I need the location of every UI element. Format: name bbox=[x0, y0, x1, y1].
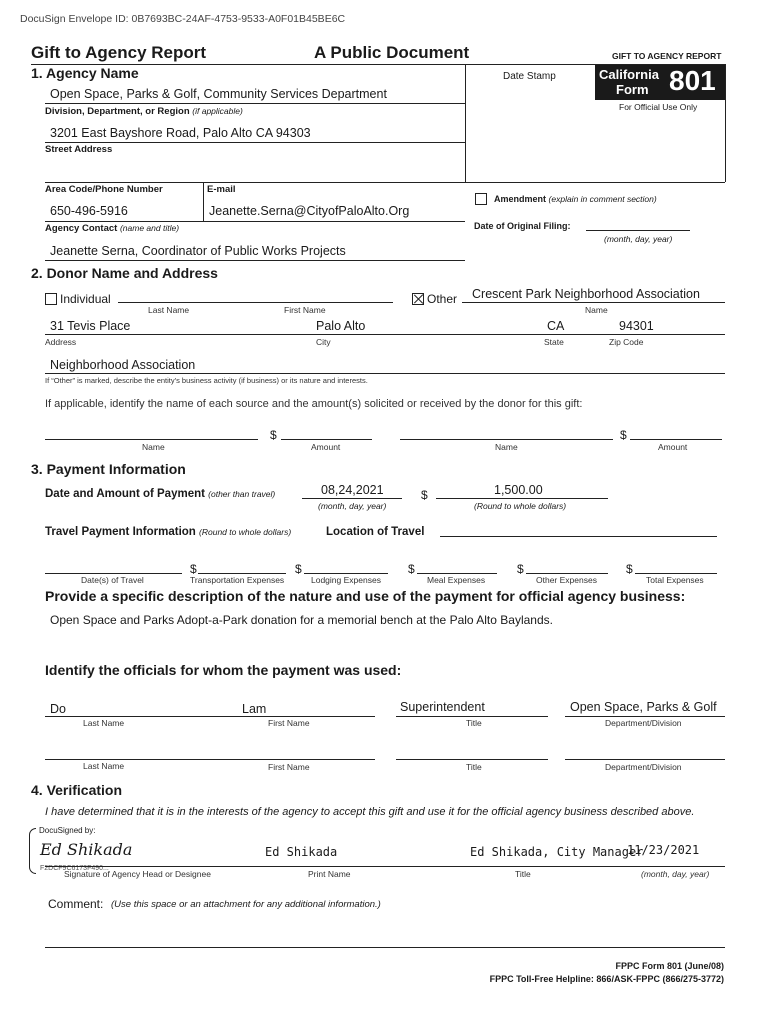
payment-amount-note: (Round to whole dollars) bbox=[474, 501, 567, 511]
date-stamp-label: Date Stamp bbox=[503, 71, 556, 82]
division-note: (if applicable) bbox=[192, 106, 243, 116]
official-dept-label-2: Department/Division bbox=[605, 762, 682, 772]
verification-title-label: Title bbox=[515, 869, 531, 879]
comment-note: (Use this space or an attachment for any additional information.) bbox=[111, 899, 381, 910]
email-label: E-mail bbox=[207, 184, 236, 195]
other-checkbox[interactable] bbox=[412, 293, 424, 305]
california-label: California bbox=[599, 67, 659, 82]
official-title-label-1: Title bbox=[466, 718, 482, 728]
official-title-line-2[interactable] bbox=[396, 759, 548, 760]
donor-section-title: 2. Donor Name and Address bbox=[31, 265, 218, 281]
official-name-line-1 bbox=[45, 716, 375, 717]
travel-col-meal: Meal Expenses bbox=[427, 575, 486, 585]
official-last-name-value[interactable]: Do bbox=[50, 702, 66, 716]
comment-label: Comment: bbox=[48, 897, 104, 911]
lodging-dollar: $ bbox=[295, 562, 302, 576]
signature-line bbox=[45, 866, 725, 867]
amendment-note: (explain in comment section) bbox=[548, 194, 657, 204]
donor-city-label: City bbox=[316, 337, 331, 347]
travel-col-total: Total Expenses bbox=[646, 575, 704, 585]
total-exp-dollar: $ bbox=[626, 562, 633, 576]
phone-label: Area Code/Phone Number bbox=[45, 184, 163, 195]
amendment-checkbox[interactable] bbox=[475, 193, 487, 205]
donor-first-name-label: First Name bbox=[284, 305, 326, 315]
lodging-line[interactable] bbox=[304, 573, 388, 574]
print-name-label: Print Name bbox=[308, 869, 351, 879]
official-dept-label-1: Department/Division bbox=[605, 718, 682, 728]
official-title-value[interactable]: Superintendent bbox=[400, 700, 485, 714]
verification-date-label: (month, day, year) bbox=[641, 869, 710, 879]
form-word: Form bbox=[616, 82, 649, 97]
division-label-text: Division, Department, or Region bbox=[45, 106, 190, 117]
meal-dollar: $ bbox=[408, 562, 415, 576]
travel-label-text: Travel Payment Information bbox=[45, 526, 196, 538]
official-first-label-1: First Name bbox=[268, 718, 310, 728]
location-of-travel-line[interactable] bbox=[440, 536, 717, 537]
source-name-line-2[interactable] bbox=[400, 439, 613, 440]
print-name-value[interactable]: Ed Shikada bbox=[265, 845, 338, 859]
agency-contact-note: (name and title) bbox=[119, 223, 180, 233]
donor-zip-label: Zip Code bbox=[609, 337, 644, 347]
agency-name-line bbox=[45, 103, 465, 104]
individual-name-line[interactable] bbox=[118, 302, 393, 303]
agency-contact-value[interactable]: Jeanette Serna, Coordinator of Public Works Projects bbox=[50, 244, 346, 258]
payment-date-value[interactable]: 08,24,2021 bbox=[321, 483, 384, 497]
officials-heading: Identify the officials for whom the payment was used: bbox=[45, 662, 402, 678]
transport-dollar: $ bbox=[190, 562, 197, 576]
source-name-label-2: Name bbox=[495, 442, 518, 452]
date-amount-label-text: Date and Amount of Payment bbox=[45, 488, 205, 500]
phone-top-line bbox=[45, 182, 465, 183]
other-label: Other bbox=[427, 292, 458, 306]
amendment-label-text: Amendment bbox=[494, 194, 547, 204]
sources-instruction: If applicable, identify the name of each source and the amount(s) solicited or received by the donor for this gift: bbox=[45, 398, 583, 410]
other-exp-line[interactable] bbox=[526, 573, 608, 574]
verification-section-title: 4. Verification bbox=[31, 782, 123, 798]
donor-state-label: State bbox=[544, 337, 564, 347]
docusign-frame bbox=[29, 828, 36, 874]
division-label bbox=[45, 106, 243, 117]
date-amount-note: (other than travel) bbox=[208, 489, 276, 499]
official-last-label-1: Last Name bbox=[83, 718, 125, 728]
contact-line bbox=[45, 260, 465, 261]
payment-dollar: $ bbox=[421, 488, 428, 502]
phone-bottom-line bbox=[45, 221, 465, 222]
docusign-signature-id: F2DCF9C6173F490... bbox=[40, 865, 109, 872]
source-name-line-1[interactable] bbox=[45, 439, 258, 440]
original-filing-line[interactable] bbox=[586, 230, 690, 231]
transport-line[interactable] bbox=[198, 573, 286, 574]
agency-name-value[interactable]: Open Space, Parks & Golf, Community Services Department bbox=[50, 87, 387, 101]
payment-section-title: 3. Payment Information bbox=[31, 461, 186, 477]
agency-address-value[interactable]: 3201 East Bayshore Road, Palo Alto CA 94303 bbox=[50, 126, 311, 140]
original-filing-label: Date of Original Filing: bbox=[474, 221, 571, 231]
agency-contact-label bbox=[45, 223, 179, 234]
source-amount-label-1: Amount bbox=[311, 442, 341, 452]
phone-value[interactable]: 650-496-5916 bbox=[50, 204, 128, 218]
travel-label bbox=[45, 526, 291, 538]
travel-dates-line[interactable] bbox=[45, 573, 182, 574]
official-dept-line-1 bbox=[565, 716, 725, 717]
envelope-id: DocuSign Envelope ID: 0B7693BC-24AF-4753-9533-A0F01B45BE6C bbox=[20, 13, 346, 25]
description-heading: Provide a specific description of the nature and use of the payment for official agency business: bbox=[45, 588, 686, 604]
description-value[interactable]: Open Space and Parks Adopt-a-Park donation for a memorial bench at the Palo Alto Baylands. bbox=[50, 613, 553, 627]
other-name-line bbox=[462, 302, 725, 303]
travel-col-dates: Date(s) of Travel bbox=[81, 575, 144, 585]
business-note: If “Other” is marked, describe the entity's business activity (if business) or its nature and interests. bbox=[45, 376, 368, 385]
donor-address-line bbox=[45, 334, 725, 335]
footer-helpline: FPPC Toll-Free Helpline: 866/ASK-FPPC (866/275-3772) bbox=[489, 974, 724, 984]
donor-city-value[interactable]: Palo Alto bbox=[316, 319, 366, 333]
comment-line[interactable] bbox=[45, 947, 725, 948]
payment-amount-value[interactable]: 1,500.00 bbox=[494, 483, 543, 497]
source-dollar-1: $ bbox=[270, 428, 277, 442]
date-stamp-right-border bbox=[725, 64, 726, 182]
signature-label: Signature of Agency Head or Designee bbox=[64, 869, 211, 879]
travel-col-lodging: Lodging Expenses bbox=[311, 575, 381, 585]
original-filing-note: (month, day, year) bbox=[604, 234, 673, 244]
official-title-line-1 bbox=[396, 716, 548, 717]
donor-address-label: Address bbox=[45, 337, 77, 347]
date-amount-label bbox=[45, 488, 275, 500]
individual-label: Individual bbox=[60, 292, 111, 306]
street-address-label: Street Address bbox=[45, 144, 113, 155]
agency-contact-label-text: Agency Contact bbox=[45, 223, 118, 234]
payment-amount-line bbox=[436, 498, 608, 499]
agency-section-title: 1. Agency Name bbox=[31, 65, 139, 81]
phone-email-divider bbox=[203, 182, 204, 222]
source-amount-line-1[interactable] bbox=[281, 439, 372, 440]
source-name-label-1: Name bbox=[142, 442, 165, 452]
gift-report-header: GIFT TO AGENCY REPORT bbox=[612, 51, 722, 61]
other-exp-dollar: $ bbox=[517, 562, 524, 576]
date-stamp-bottom bbox=[465, 182, 725, 183]
official-use-label: For Official Use Only bbox=[619, 102, 698, 112]
business-line bbox=[45, 373, 725, 374]
source-amount-label-2: Amount bbox=[658, 442, 688, 452]
location-of-travel-label: Location of Travel bbox=[326, 526, 425, 538]
official-name-line-2[interactable] bbox=[45, 759, 375, 760]
footer-form-version: FPPC Form 801 (June/08) bbox=[615, 961, 724, 971]
official-first-label-2: First Name bbox=[268, 762, 310, 772]
payment-date-note: (month, day, year) bbox=[318, 501, 387, 511]
form-number: 801 bbox=[669, 65, 716, 96]
travel-col-other: Other Expenses bbox=[536, 575, 597, 585]
travel-note: (Round to whole dollars) bbox=[199, 527, 292, 537]
amendment-label bbox=[494, 194, 657, 204]
donor-zip-value[interactable]: 94301 bbox=[619, 319, 654, 333]
form-801-badge bbox=[595, 65, 725, 100]
donor-other-name-value[interactable]: Crescent Park Neighborhood Association bbox=[472, 287, 700, 301]
verification-statement: I have determined that it is in the interests of the agency to accept this gift and use it for the official agency business described above. bbox=[45, 806, 695, 818]
individual-checkbox[interactable] bbox=[45, 293, 57, 305]
official-first-name-value[interactable]: Lam bbox=[242, 702, 267, 716]
street-line bbox=[45, 142, 465, 143]
donor-business-value[interactable]: Neighborhood Association bbox=[50, 358, 196, 372]
signature-image: Ed Shikada bbox=[40, 840, 133, 859]
source-dollar-2: $ bbox=[620, 428, 627, 442]
official-department-value[interactable]: Open Space, Parks & Golf bbox=[570, 700, 717, 714]
official-dept-line-2[interactable] bbox=[565, 759, 725, 760]
official-last-label-2: Last Name bbox=[83, 761, 125, 771]
public-document-label: A Public Document bbox=[314, 43, 470, 62]
email-value[interactable]: Jeanette.Serna@CityofPaloAlto.Org bbox=[209, 204, 410, 218]
verification-title-value[interactable]: Ed Shikada, City Manager bbox=[470, 845, 644, 859]
donor-last-name-label: Last Name bbox=[148, 305, 190, 315]
donor-name-label: Name bbox=[585, 305, 608, 315]
donor-address-value[interactable]: 31 Tevis Place bbox=[50, 319, 131, 333]
official-title-label-2: Title bbox=[466, 762, 482, 772]
docusigned-by-label: DocuSigned by: bbox=[39, 826, 96, 835]
total-exp-line[interactable] bbox=[635, 573, 717, 574]
donor-state-value[interactable]: CA bbox=[547, 319, 565, 333]
date-stamp-divider bbox=[465, 64, 466, 182]
source-amount-line-2[interactable] bbox=[630, 439, 722, 440]
form-title: Gift to Agency Report bbox=[31, 43, 207, 62]
verification-date-value[interactable]: 11/23/2021 bbox=[627, 843, 700, 857]
travel-col-transport: Transportation Expenses bbox=[190, 575, 285, 585]
payment-date-line bbox=[302, 498, 402, 499]
meal-line[interactable] bbox=[417, 573, 497, 574]
